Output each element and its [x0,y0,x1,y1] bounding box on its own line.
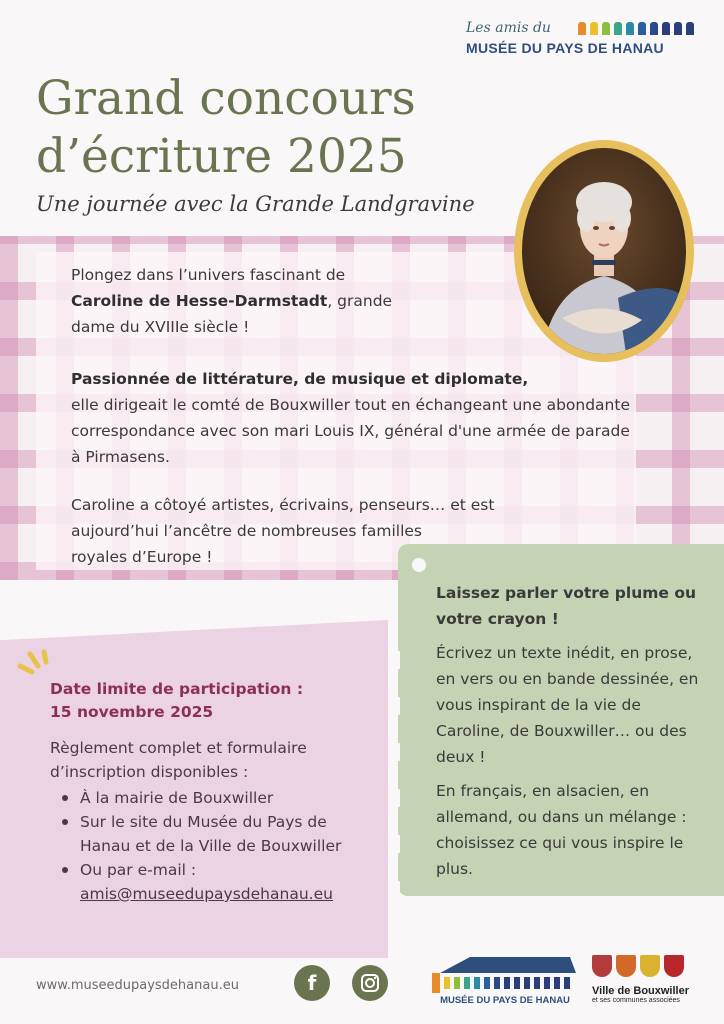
shield-icon [592,955,612,977]
logo-bar [650,22,658,35]
museum-building-icon [430,955,580,995]
portrait-image [522,148,686,354]
subtitle: Une journée avec la Grande Landgravine [36,192,475,216]
list-item: Sur le site du Musée du Pays de Hanau et de la Ville de Bouxwiller [56,810,376,858]
instagram-icon[interactable] [352,965,388,1001]
logo-prefix: Les amis du [466,20,551,36]
list-item-text: Ou par e-mail : [80,861,197,879]
intro-highlight: Passionnée de littérature, de musique et diplomate, [71,370,529,388]
intro-text: Caroline a côtoyé artistes, écrivains, penseurs… et est aujourd’hui l’ancêtre de nombreuses familles [71,496,495,540]
intro-paragraph-1 [71,262,401,340]
green-card-title: Laissez parler votre plume ou votre crayon ! [436,584,696,628]
ville-name: Ville de Bouxwiller [592,985,689,997]
intro-text: , grande dame du XVIIIe siècle ! [71,292,393,336]
intro-paragraph-2 [71,366,636,470]
shield-icon [616,955,636,977]
intro-text: Plongez dans l’univers fascinant de [71,266,346,284]
ville-subtitle: et ses communes associées [592,997,680,1004]
logo-bar [626,22,634,35]
logo-bar [590,22,598,35]
logo-bar [686,22,694,35]
logo-bars [578,22,694,35]
logo-name: MUSÉE DU PAYS DE HANAU [466,40,664,56]
green-card-text-2: En français, en alsacien, en allemand, ou dans un mélange : choisissez ce qui vous inspire le plus. [436,782,687,878]
sparkle-icon [16,648,52,678]
shield-icon [640,955,660,977]
pink-card-scallops [14,606,394,646]
intro-text: elle dirigeait le comté de Bouxwiller tout en échangeant une abondante correspondance avec son mari Louis IX, général d'une armée de parade à Pirmasens. [71,396,630,466]
website-url[interactable]: www.museedupaysdehanau.eu [36,978,239,993]
logo-bar [578,22,586,35]
page-title: Grand concours d’écriture 2025 [36,71,416,184]
museum-name: MUSÉE DU PAYS DE HANAU [440,995,570,1006]
rules-list [56,786,376,906]
facebook-glyph: f [307,971,317,995]
portrait-medallion [514,140,694,362]
intro-highlight: Caroline de Hesse-Darmstadt [71,292,328,310]
shield-icon [664,955,684,977]
museum-logo [430,955,580,1015]
deadline-label: Date limite de participation : [50,680,304,698]
deadline-date: 15 novembre 2025 [50,703,214,721]
email-link[interactable]: amis@museedupaysdehanau.eu [80,885,333,903]
card-dot [412,558,426,572]
logo-bar [674,22,682,35]
rules-intro: Règlement complet et formulaire d’inscription disponibles : [50,739,307,781]
intro-text: royales d’Europe ! [71,548,213,566]
logo-bar [602,22,610,35]
deadline [50,678,350,724]
instagram-glyph [360,973,380,993]
facebook-icon[interactable] [294,965,330,1001]
ville-logo [592,955,712,1017]
green-card-text-1: Écrivez un texte inédit, en prose, en vers ou en bande dessinée, en vous inspirant de la vie de Caroline, de Bouxwiller… ou des deux ! [436,644,699,766]
association-logo [466,18,706,62]
list-item: À la mairie de Bouxwiller [56,786,376,810]
logo-bar [638,22,646,35]
coat-of-arms-icons [592,955,712,977]
logo-bar [662,22,670,35]
logo-bar [614,22,622,35]
list-item [56,858,376,906]
